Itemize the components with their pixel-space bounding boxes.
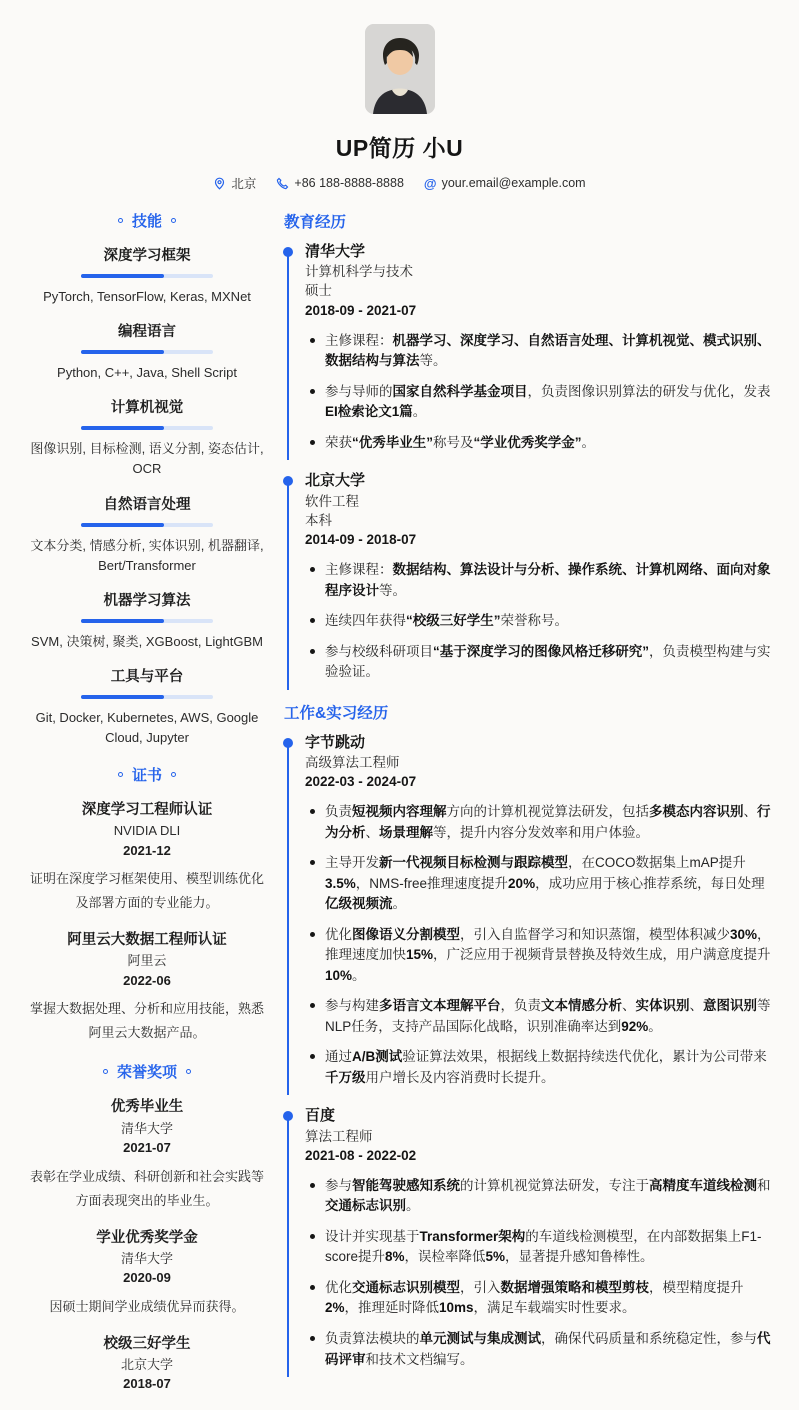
contact-phone [276,176,403,190]
bullet-text: 参与校级科研项目 [325,643,433,659]
bullet-text: 的车道线检测模型，在内部数据集上F1-score提升 [325,1228,762,1265]
skill-name: 机器学习算法 [103,592,191,609]
contact-location [213,174,256,192]
skill-name: 计算机视觉 [110,400,184,417]
entry-subtitle: 算法工程师 [305,1128,373,1144]
credential-date: 2021-07 [123,1140,171,1155]
bullet-text: ，负责模型构建与实验验证。 [325,643,771,680]
bullet-bold-text: 千万级 [325,1069,366,1085]
bullet-bold-text: 行为分析 [325,804,771,840]
entry-subtitle: 高级算法工程师 [305,754,400,770]
bullet-text: 。 [581,434,595,450]
bullet-text: ，在COCO数据集上mAP提升 [568,855,746,871]
bullet-bold-text: 新一代视频目标检测与跟踪模型 [379,855,568,871]
sidebar-section-title-text: 技能 [131,213,162,230]
contact-phone-text: +86 188-8888-8888 [294,176,404,190]
bullet-item [305,996,771,1037]
skill-detail: PyTorch, TensorFlow, Keras, MXNet [43,289,251,304]
skill-item [26,493,268,576]
skill-item [26,244,268,307]
deco-dot-icon [103,1069,108,1074]
bullet-text: 主修课程： [325,562,393,578]
bullet-bold-text: “校级三好学生” [406,613,501,629]
entry-date: 2014-09 - 2018-07 [305,531,417,547]
bullet-text: ，成功应用于核心推荐系统，每日处理 [535,875,765,891]
bullet-bold-text: 智能驾驶感知系统 [352,1177,460,1193]
skill-progress-fill [81,523,164,527]
bullet-bold-text: 数据结构、算法设计与分析、操作系统、计算机网络、面向对象程序设计 [325,562,771,598]
skill-progress-bar [81,523,213,527]
bullet-text: 。 [406,1198,420,1214]
credential-desc: 掌握大数据处理、分析和应用技能，熟悉阿里云大数据产品。 [29,1001,264,1041]
timeline-entry [284,733,771,1089]
entry-date: 2022-03 - 2024-07 [305,774,417,789]
bullet-item [305,802,771,843]
skill-item [26,320,268,383]
credential-org: 清华大学 [120,1250,173,1266]
credential-name: 学业优秀奖学金 [96,1229,198,1246]
bullet-text: 负责 [325,804,352,820]
bullet-text: 优化 [325,1279,352,1295]
skill-progress-bar [81,350,213,354]
bullet-text: 方向的计算机视觉算法研发，包括 [446,804,649,820]
entry-title: 百度 [305,1107,336,1125]
entry-bullet-list [305,331,771,454]
credential-name: 校级三好学生 [103,1335,191,1352]
bullet-text: 参与构建 [325,998,379,1014]
bullet-text: ，广泛应用于视频背景替换及特效生成，用户满意度提升 [433,947,771,963]
timeline-entry [284,242,771,453]
bullet-bold-text: 高精度车道线检测 [649,1177,757,1193]
skill-progress-fill [81,619,164,623]
entry-title: 清华大学 [305,243,366,260]
bullet-bold-text: A/B测试 [352,1049,403,1065]
bullet-bold-text: 8% [385,1249,405,1265]
bullet-text: ，负责 [500,998,541,1014]
credential-desc: 证明在深度学习框架使用、模型训练优化及部署方面的专业能力。 [29,871,264,911]
deco-dot-icon [186,1069,191,1074]
skill-name: 自然语言处理 [103,496,191,513]
bullet-item [305,1047,771,1088]
bullet-text: 用户增长及内容消费时长提升。 [365,1069,555,1085]
phone-icon [276,177,289,190]
bullet-text: 的计算机视觉算法研发，专注于 [460,1177,649,1193]
deco-dot-icon [171,218,176,223]
credential-org: 北京大学 [120,1356,173,1372]
bullet-bold-text: 文本情感分析 [541,998,622,1014]
skill-detail: SVM, 决策树, 聚类, XGBoost, LightGBM [31,633,263,649]
email-icon: @ [423,175,437,191]
credential-date: 2020-09 [123,1270,171,1286]
bullet-text: ，负责图像识别算法的研发与优化，发表 [527,383,771,399]
skill-progress-bar [81,426,213,430]
profile-photo-illustration [365,24,435,114]
bullet-text: 负责算法模块的 [325,1331,420,1346]
candidate-name: UP简历 小U [335,135,464,161]
bullet-bold-text: 多模态内容识别 [649,804,744,820]
entry-bullet-list [305,802,771,1088]
bullet-text: ，确保代码质量和系统稳定性，参与 [541,1331,757,1346]
bullet-text: 主修课程： [325,332,393,348]
entry-title: 字节跳动 [305,733,366,751]
bullet-bold-text: 交通标志识别 [325,1198,406,1214]
credential-org: 清华大学 [120,1120,173,1136]
sidebar-section-title-text: 荣誉奖项 [116,1064,177,1082]
entry-bullet-list [305,1176,771,1370]
bullet-bold-text: 多语言文本理解平台 [379,998,501,1014]
bullet-bold-text: “基于深度学习的图像风格迁移研究” [433,643,649,659]
bullet-text: 、 [365,824,379,840]
skill-detail: 图像识别, 目标检测, 语义分割, 姿态估计, OCR [30,441,264,477]
bullet-text: 荣誉称号。 [500,613,568,629]
bullet-bold-text: 短视频内容理解 [352,804,447,820]
deco-dot-icon [118,218,123,223]
main-section-title: 工作&实习经历 [284,704,389,722]
skill-name: 编程语言 [118,324,176,341]
skill-item [26,396,268,479]
credential-name: 优秀毕业生 [110,1099,184,1116]
entry-date: 2021-08 - 2022-02 [305,1147,417,1163]
bullet-text: ，NMS-free推理速度提升 [355,875,509,891]
bullet-bold-text: 图像语义分割模型 [352,926,460,942]
credential-name: 阿里云大数据工程师认证 [67,932,227,949]
bullet-bold-text: 10ms [439,1300,474,1316]
bullet-text: 。 [392,896,406,912]
bullet-text: 、 [622,998,636,1014]
skill-name: 工具与平台 [110,668,184,685]
sidebar-section-title [26,1061,268,1082]
sidebar-section-title [26,210,268,231]
main-column [284,208,771,1410]
location-icon [213,177,226,190]
skill-name: 深度学习框架 [103,248,191,264]
bullet-bold-text: “学业优秀奖学金” [473,434,582,450]
contact-email[interactable] [424,176,586,191]
bullet-text: 、 [743,804,757,820]
bullet-text: 荣获 [325,434,352,450]
bullet-text: ，误检率降低 [404,1249,486,1265]
entry-subtitle: 计算机科学与技术 [305,264,413,280]
skill-progress-fill [81,695,164,699]
bullet-item [305,1278,771,1319]
timeline-entry [284,1106,771,1370]
bullet-item [305,611,771,632]
credential-org: NVIDIA DLI [113,823,181,839]
bullet-text: 。 [648,1018,662,1034]
bullet-text: 等，提升内容分发效率和用户体验。 [433,824,649,840]
entry-title: 北京大学 [305,472,366,490]
bullet-bold-text: 10% [325,967,353,983]
credential-item [26,1097,268,1212]
credential-item [26,930,268,1045]
skill-progress-fill [81,350,164,354]
main-section [284,701,771,1370]
bullet-bold-text: 机器学习、深度学习、自然语言处理、计算机视觉、模式识别、数据结构与算法 [325,332,771,369]
sidebar-section-title [26,764,268,785]
bullet-text: 等NLP任务，支持产品国际化战略，识别准确率达到 [325,998,771,1034]
bullet-bold-text: 5% [485,1249,506,1265]
bullet-item [305,925,771,987]
bullet-text: 通过 [325,1049,352,1065]
bullet-text: 参与 [325,1177,352,1193]
skill-progress-bar [81,619,213,623]
bullet-item [305,433,771,454]
bullet-bold-text: 场景理解 [379,824,433,840]
credential-item [26,1228,268,1319]
credential-desc: 表彰在学业成绩、科研创新和社会实践等方面表现突出的毕业生。 [29,1168,264,1208]
credential-date: 2022-06 [123,972,171,988]
bullet-bold-text: 实体识别 [635,998,690,1014]
bullet-item [305,560,771,601]
bullet-bold-text: EI检索论文1篇 [325,404,413,420]
credential-name: 深度学习工程师认证 [81,802,213,819]
bullet-text: 验证算法效果，根据线上数据持续迭代优化，累计为公司带来 [402,1049,767,1065]
sidebar-section-荣誉奖项 [26,1061,268,1393]
bullet-bold-text: 意图识别 [703,998,757,1014]
credential-desc: 因硕士期间学业成绩优异而获得。 [49,1298,245,1314]
entry-subtitle: 硕士 [305,283,332,299]
bullet-bold-text: Transformer架构 [419,1228,526,1244]
main-section-title: 教育经历 [284,214,347,231]
bullet-bold-text: 交通标志识别模型 [352,1279,460,1295]
skill-progress-fill [81,274,164,278]
bullet-text: 、 [689,998,703,1014]
bullet-text: ，模型精度提升 [649,1279,744,1295]
bullet-text: 。 [412,404,427,420]
bullet-item [305,1227,771,1268]
bullet-item [305,1176,771,1217]
bullet-text: ，推理速度加快 [325,926,771,963]
resume-header [0,0,799,192]
credential-org: 阿里云 [127,953,167,969]
skill-progress-fill [81,426,164,430]
credential-item [26,1334,268,1394]
credential-date: 2021-12 [123,842,171,858]
bullet-text: 连续四年获得 [325,613,406,629]
contact-email-text: your.email@example.com [441,176,586,190]
bullet-text: 等。 [419,353,447,369]
bullet-text: 参与导师的 [325,383,393,399]
contact-row [0,174,799,192]
bullet-bold-text: 3.5% [325,875,356,891]
bullet-text: ，推理延时降低 [344,1300,440,1316]
credential-item [26,800,268,915]
skill-detail: Git, Docker, Kubernetes, AWS, Google Cloud, Jupyter [35,709,259,746]
bullet-text: 和技术文档编写。 [365,1351,474,1367]
sidebar-section-技能 [26,210,268,748]
entry-date: 2018-09 - 2021-07 [305,302,417,318]
bullet-text: ，引入 [460,1279,501,1295]
bullet-text: 。 [352,967,366,983]
bullet-bold-text: 20% [508,875,536,891]
entry-subtitle: 软件工程 [305,493,359,509]
bullet-bold-text: “优秀毕业生” [352,434,433,450]
entry-bullet-list [305,560,771,683]
bullet-item [305,382,771,423]
timeline-entry [284,471,771,682]
bullet-bold-text: 数据增强策略和模型剪枝 [500,1279,649,1295]
bullet-item [305,642,771,683]
bullet-bold-text: 亿级视频流 [325,896,393,912]
skill-progress-bar [81,274,213,278]
bullet-bold-text: 代码评审 [325,1331,771,1367]
bullet-text: ，显著提升感知鲁棒性。 [505,1249,654,1265]
contact-location-text: 北京 [231,177,257,191]
bullet-text: 优化 [325,926,352,942]
skill-progress-bar [81,695,213,699]
bullet-item [305,331,771,372]
entry-subtitle: 本科 [305,512,332,528]
sidebar-section-证书 [26,764,268,1045]
bullet-text: 和 [757,1177,771,1193]
skill-detail: 文本分类, 情感分析, 实体识别, 机器翻译, Bert/Transformer [30,537,264,573]
sidebar-section-title-text: 证书 [131,767,162,785]
bullet-bold-text: 单元测试与集成测试 [419,1331,541,1346]
bullet-bold-text: 国家自然科学基金项目 [392,383,528,399]
bullet-bold-text: 2% [325,1300,345,1316]
bullet-bold-text: 92% [621,1018,649,1034]
bullet-text: 主导开发 [325,855,379,871]
skill-detail: Python, C++, Java, Shell Script [57,365,237,381]
bullet-text: ，满足车载端实时性要求。 [473,1300,636,1316]
main-section [284,210,771,683]
skill-item [26,589,268,652]
skill-item [26,665,268,748]
deco-dot-icon [118,772,123,777]
deco-dot-icon [171,772,176,777]
bullet-text: 等。 [379,582,406,598]
bullet-bold-text: 15% [406,947,434,963]
bullet-text: 称号及 [433,434,474,450]
content-columns [0,208,799,1410]
bullet-text: ，引入自监督学习和知识蒸馏，模型体积减少 [460,926,730,942]
credential-date: 2018-07 [123,1376,171,1392]
profile-photo [365,24,435,114]
bullet-item [305,853,771,915]
bullet-item [305,1329,771,1370]
sidebar [26,208,268,1410]
bullet-bold-text: 30% [730,926,758,942]
bullet-text: 设计并实现基于 [325,1228,420,1244]
